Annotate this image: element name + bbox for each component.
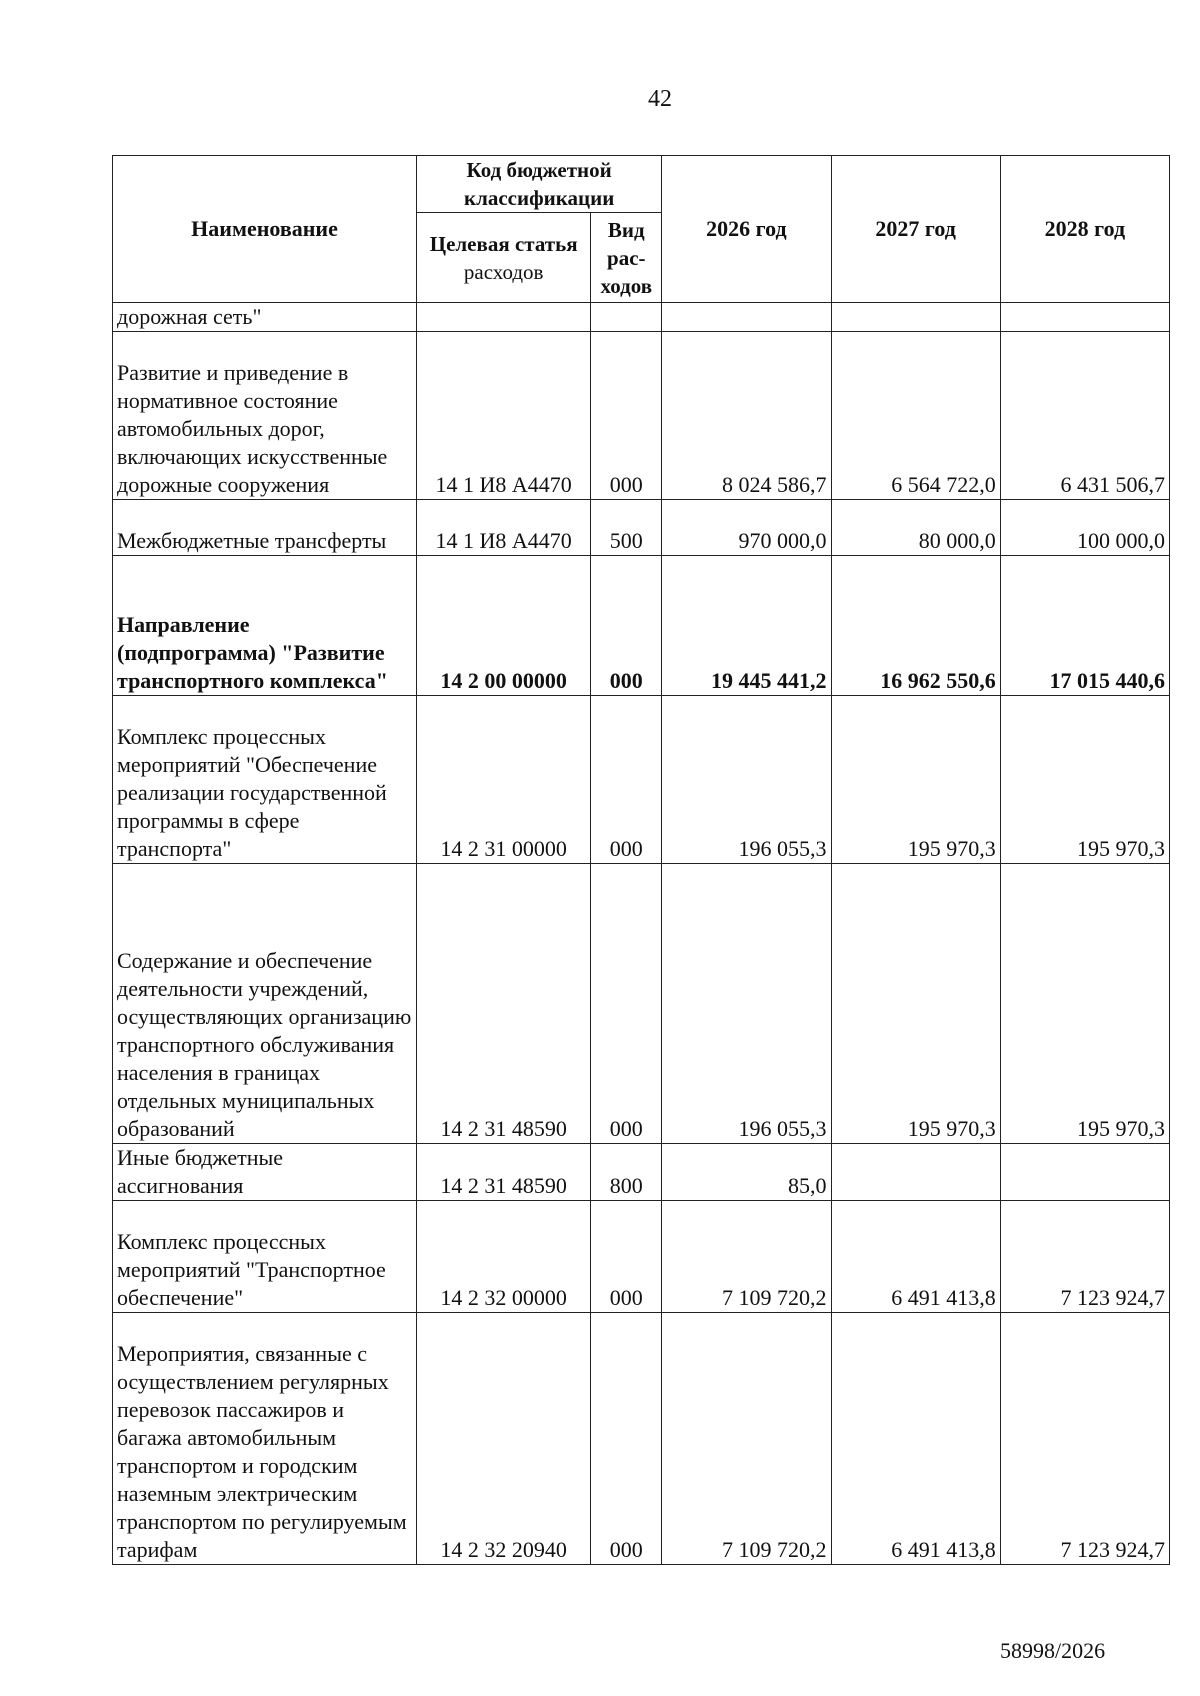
row-kind: 500 (591, 500, 662, 556)
row-2028: 6 431 506,7 (1000, 332, 1169, 500)
table-row (113, 500, 1170, 556)
row-kind: 000 (591, 864, 662, 1144)
row-2026: 196 055,3 (662, 696, 831, 864)
row-2028: 7 123 924,7 (1000, 1313, 1169, 1565)
row-2026: 196 055,3 (662, 864, 831, 1144)
header-code-group: Код бюджетной классификации (417, 156, 662, 213)
row-kind: 000 (591, 1313, 662, 1565)
row-2026: 8 024 586,7 (662, 332, 831, 500)
row-2028 (1000, 303, 1169, 332)
row-2028: 100 000,0 (1000, 500, 1169, 556)
row-2026 (662, 303, 831, 332)
row-kind: 000 (591, 1201, 662, 1313)
row-name: Комплекс процессных мероприятий "Транспортное обеспечение" (113, 1201, 417, 1313)
document-registration-number: 58998/2026 (1000, 1638, 1106, 1663)
table-row (113, 1313, 1170, 1565)
row-2026: 19 445 441,2 (662, 556, 831, 696)
row-name: Содержание и обеспечение деятельности учреждений, осуществляющих организацию транспортного обслуживания населения в границах отдельных муниципальных образований (113, 864, 417, 1144)
table-row (113, 696, 1170, 864)
row-2026: 7 109 720,2 (662, 1201, 831, 1313)
row-name: Иные бюджетные ассигнования (113, 1144, 417, 1201)
row-2028: 195 970,3 (1000, 864, 1169, 1144)
table-row (113, 303, 1170, 332)
row-code: 14 2 32 20940 (417, 1313, 591, 1565)
row-name: дорожная сеть" (113, 303, 417, 332)
row-2026: 85,0 (662, 1144, 831, 1201)
row-2028: 17 015 440,6 (1000, 556, 1169, 696)
row-2028 (1000, 1144, 1169, 1201)
row-2026: 970 000,0 (662, 500, 831, 556)
row-code: 14 2 31 48590 (417, 1144, 591, 1201)
row-2027: 195 970,3 (831, 696, 1000, 864)
row-code: 14 1 И8 А4470 (417, 332, 591, 500)
header-2028: 2028 год (1000, 156, 1169, 303)
row-kind: 000 (591, 556, 662, 696)
row-kind: 800 (591, 1144, 662, 1201)
row-2027: 6 564 722,0 (831, 332, 1000, 500)
row-name: Направление (подпрограмма) "Развитие транспортного комплекса" (113, 556, 417, 696)
table-row (113, 332, 1170, 500)
header-expense-kind (591, 213, 662, 303)
row-kind: 000 (591, 696, 662, 864)
row-code: 14 2 31 48590 (417, 864, 591, 1144)
row-name: Мероприятия, связанные с осуществлением регулярных перевозок пассажиров и багажа автомобильным транспортом и городским наземным электрическим транспортом по регулируемым тарифам (113, 1313, 417, 1565)
header-target-line2: расходов (463, 259, 544, 284)
row-2027: 6 491 413,8 (831, 1313, 1000, 1565)
row-name: Развитие и приведение в нормативное состояние автомобильных дорог, включающих искусственные дорожные сооружения (113, 332, 417, 500)
header-2027: 2027 год (831, 156, 1000, 303)
header-2026: 2026 год (662, 156, 831, 303)
table-row (113, 864, 1170, 1144)
row-kind (591, 303, 662, 332)
table-row (113, 1201, 1170, 1313)
row-code: 14 2 00 00000 (417, 556, 591, 696)
header-kind-line2: рас- (607, 245, 646, 270)
header-target-article (417, 213, 591, 303)
row-2027 (831, 1144, 1000, 1201)
row-code (417, 303, 591, 332)
row-name: Межбюджетные трансферты (113, 500, 417, 556)
row-name: Комплекс процессных мероприятий "Обеспечение реализации государственной программы в сфере транспорта" (113, 696, 417, 864)
row-code: 14 1 И8 А4470 (417, 500, 591, 556)
row-2027: 80 000,0 (831, 500, 1000, 556)
row-code: 14 2 31 00000 (417, 696, 591, 864)
row-2028: 7 123 924,7 (1000, 1201, 1169, 1313)
header-kind-line3: ходов (600, 273, 653, 298)
row-code: 14 2 32 00000 (417, 1201, 591, 1313)
row-kind: 000 (591, 332, 662, 500)
row-2027: 195 970,3 (831, 864, 1000, 1144)
header-target-line1: Целевая статья (429, 231, 578, 256)
budget-table (112, 155, 1170, 1565)
row-2027: 16 962 550,6 (831, 556, 1000, 696)
table-row (113, 1144, 1170, 1201)
row-2027 (831, 303, 1000, 332)
row-2028: 195 970,3 (1000, 696, 1169, 864)
row-2026: 7 109 720,2 (662, 1313, 831, 1565)
table-row (113, 556, 1170, 696)
header-kind-line1: Вид (607, 217, 645, 242)
page-number: 42 (648, 86, 672, 112)
row-2027: 6 491 413,8 (831, 1201, 1000, 1313)
header-name: Наименование (113, 156, 417, 303)
